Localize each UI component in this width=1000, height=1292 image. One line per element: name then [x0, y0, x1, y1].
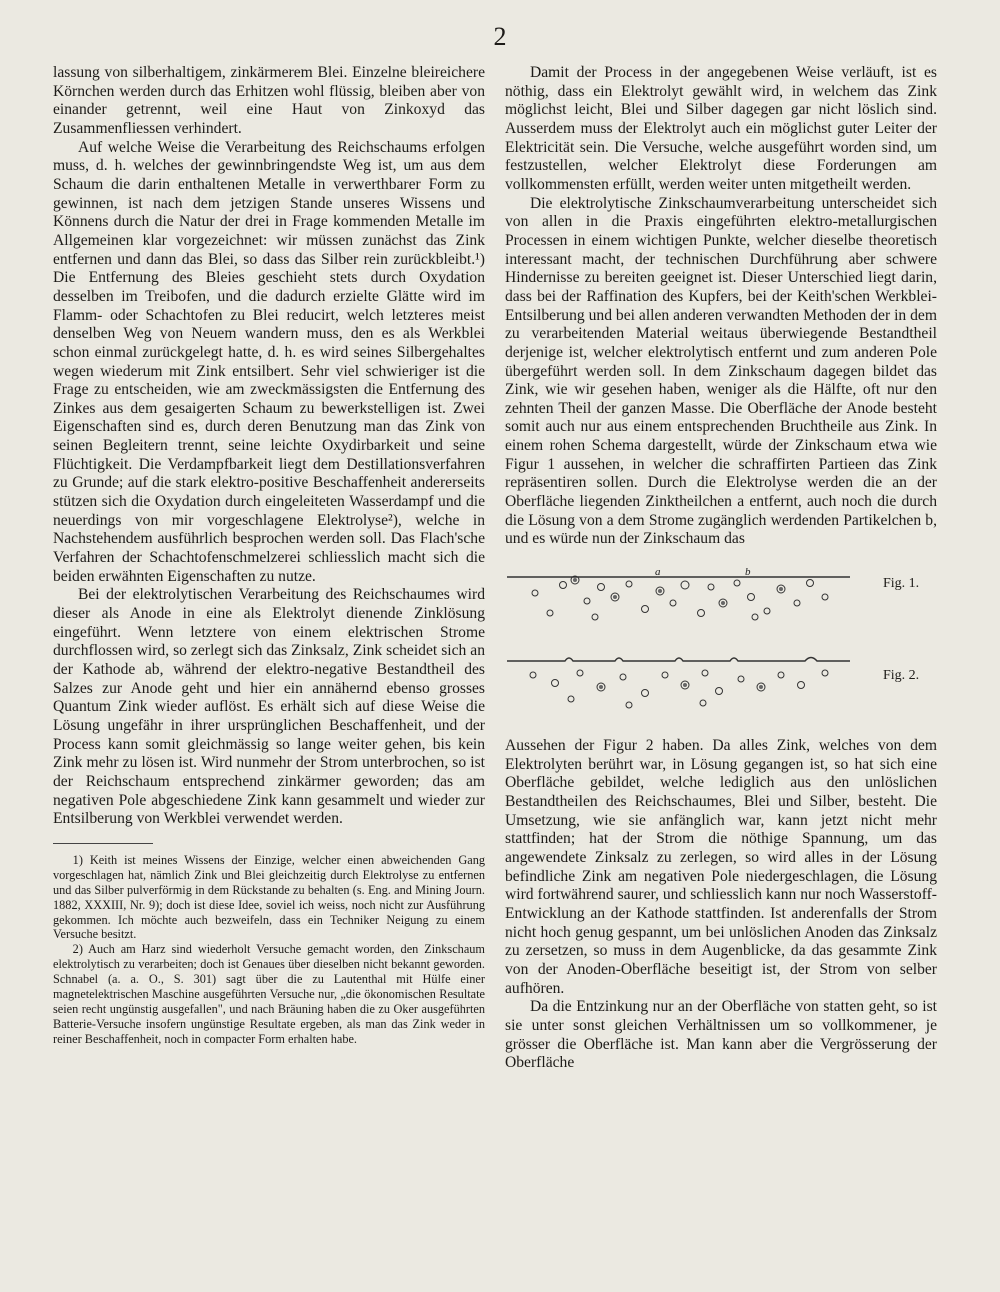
paragraph: Die elektrolytische Zinkschaumverarbeitung unterscheidet sich von allen in die Praxis eingeführten elektro-metallurgischen Processen in einem wichtigen Punkte, welcher dieselbe theoretisch interessant macht, der technischen Durchführung aber schwere Hindernisse zu bereiten geeignet ist. Dieser Unterschied liegt darin, dass bei der Raffination des Kupfers, bei der Keith'schen Werkblei-Entsilberung und bei allen anderen verwandten Methoden der in dem zu verarbeitenden Material weitaus überwiegende Bestandtheil derjenige ist, welcher elektrolytisch entfernt und zum anderen Pole übergeführt werden soll. In dem Zinkschaum dagegen bildet das Zink, wie wir gesehen haben, weniger als die Hälfte, oft nur den zehnten Theil der ganzen Masse. Die Oberfläche der Anode besteht somit auch nur aus einem entsprechenden Bruchtheile aus Zink. In einem rohen Schema dargestellt, würde der Zinkschaum etwa wie Figur 1 aussehen, in welcher die schraffirten Partieen das Zink repräsentiren sollen. Durch die Elektrolyse werden die an der Oberfläche liegenden Zinktheilchen a entfernt, auch noch die durch die Lösung von a dem Strome zugänglich werdenden Partikelchen b, und es würde nun der Zinkschaum das — [505, 194, 937, 548]
fig1-marker-a: a — [655, 566, 661, 579]
left-column — [53, 64, 485, 1047]
fig1-marker-b: b — [745, 566, 751, 579]
page-number: 2 — [493, 22, 507, 51]
paragraph: Auf welche Weise die Verarbeitung des Reichschaums erfolgen muss, d. h. welches der gewinnbringendste Weg ist, um aus dem Schaum die darin enthaltenen Metalle in verwerthbarer Form zu gewinnen, ist nach dem jetzigen Stande unseres Wissens und Könnens durch die Natur der drei in Frage kommenden Metalle im Allgemeinen klar vorgezeichnet: wir müssen zunächst das Zink entfernen und dann das Blei, so dass das Silber rein zurückbleibt.¹) Die Entfernung des Bleies geschieht stets durch Oxydation desselben im Treibofen, und die dadurch erzielte Glätte wird im Flamm- oder Schachtofen zu Blei reducirt, welch letzteres meist denselben Weg von Neuem wandern muss, den es als Werkblei schon einmal zurückgelegt hatte, d. h. es wird seines Silbergehaltes wegen wiederum mit Zink entsilbert. Sehr viel schwieriger ist die Frage zu entscheiden, wie am zweckmässigsten die Entfernung des Zinkes aus dem gesaigerten Schaum zu bewerkstelligen ist. Zwei Eigenschaften sind es, durch deren Benutzung man das Zink von seinen Begleitern trennt, seine leichte Oxydirbarkeit und seine Flüchtigkeit. Die Verdampfbarkeit liegt dem Destillationsverfahren zu Grunde; auf die stark elektro-positive Beschaffenheit andererseits stützen sich die Oxydation durch eingeleiteten Wasserdampf und die neuerdings von mir vorgeschlagene Elektrolyse²), welche in Nachstehendem ausführlich besprochen werden soll. Das Flach'sche Verfahren der Schachtofenschmelzerei schliesslich macht sich die beiden erwähnten Eigenschaften zu nutze. — [53, 138, 485, 585]
paragraph: lassung von silberhaltigem, zinkärmerem Blei. Einzelne bleireichere Körnchen werden durch das Erhitzen wohl flüssig, bleiben aber von einander getrennt, weil eine Haut von Zinkoxyd das Zusammenfliessen verhindert. — [53, 64, 485, 137]
paragraph: Da die Entzinkung nur an der Oberfläche von statten geht, so ist sie unter sonst gleichen Verhältnissen um so vollkommener, je grösser die Oberfläche ist. Man kann aber die Vergrösserung der Oberfläche — [505, 998, 937, 1072]
fig2-label: Fig. 2. — [883, 668, 920, 684]
fig1-label: Fig. 1. — [883, 576, 920, 592]
zinc-foam-schematic — [505, 557, 937, 733]
fig2-particles — [530, 670, 828, 708]
footnote-rule — [53, 843, 153, 844]
paragraph: Aussehen der Figur 2 haben. Da alles Zink, welches von dem Elektrolyten berührt war, in Lösung gegangen ist, so hat sich eine Oberfläche gebildet, welche lediglich aus den unlöslichen Bestandtheilen des Reichschaumes, Blei und Silber, besteht. Die Umsetzung, wie sie anfänglich war, kann jetzt nicht mehr stattfinden; hat der Strom die nöthige Spannung, um das angewendete Zinksalz zu zerlegen, so wird alles in der Lösung befindliche Zink am negativen Pole niedergeschlagen, die Lösung wird fortwährend saurer, und schliesslich kann nur noch Wasserstoff-Entwicklung an der Kathode stattfinden. Ist anderenfalls der Strom nicht hoch genug gespannt, um bei unlöslichen Anoden das Zinksalz zu zersetzen, so muss in dem Augenblicke, da das gesammte Zink von der Anoden-Oberfläche beseitigt ist, der Strom von selber aufhören. — [505, 737, 937, 997]
paragraph: Damit der Process in der angegebenen Weise verläuft, ist es nöthig, dass ein Elektrolyt gewählt wird, in welchem das Zink möglichst leicht, Blei und Silber dagegen gar nicht löslich sind. Ausserdem muss der Elektrolyt auch ein möglichst guter Leiter der Elektricität sein. Die Versuche, welche ausgeführt worden sind, um festzustellen, welcher Elektrolyt diese Forderungen am vollkommensten erfüllt, werden weiter unten mitgetheilt werden. — [505, 64, 937, 193]
figure-block — [505, 557, 937, 733]
footnote: 1) Keith ist meines Wissens der Einzige, welcher einen abweichenden Gang vorgeschlagen hat, nämlich Zink und Blei gleichzeitig durch Elektrolyse zu entfernen und das Silber pulverförmig in dem Rückstande zu behalten (s. Eng. and Mining Journ. 1882, XXXIII, Nr. 9); doch ist diese Idee, soviel ich weiss, noch nicht zur Ausführung gekommen. Ich möchte auch bezweifeln, dass ein Techniker Neigung zu einem Versuche besitzt. — [53, 852, 485, 942]
right-column — [505, 64, 937, 1073]
footnote: 2) Auch am Harz sind wiederholt Versuche gemacht worden, den Zinkschaum elektrolytisch zu verarbeiten; doch ist Genaues über dieselben nicht bekannt geworden. Schnabel (a. a. O., S. 301) sagt über die zu Lautenthal mit Hülfe einer magnetelektrischen Maschine ausgeführten Versuche nur, „die ökonomischen Resultate seien recht ungünstig ausgefallen", und nach Bräuning haben die zu Oker ausgeführten Batterie-Versuche insofern ungünstige Resultate ergeben, als man das Zink weder in reiner Beschaffenheit, noch in compacter Form erhalten habe. — [53, 942, 485, 1046]
footnotes — [53, 843, 485, 1047]
fig2-surface-line — [507, 658, 850, 662]
fig1-particles — [532, 576, 828, 620]
paragraph: Bei der elektrolytischen Verarbeitung des Reichschaumes wird dieser als Anode in eine als Elektrolyt dienende Zinklösung eingeführt. Wenn letztere von einem elektrischen Strome durchflossen wird, so zerlegt sich das Zinksalz, Zink scheidet sich an der Kathode ab, während der elektro-negative Bestandtheil des Salzes zur Anode geht und hier ein annähernd ebenso grosses Quantum Zink wieder auflöst. Es erhält sich auf diese Weise die Lösung ungefähr in ihrer ursprünglichen Beschaffenheit, und der Process kann somit gleichmässig so lange weiter gehen, bis kein Zink mehr zu lösen ist. Wird nunmehr der Strom unterbrochen, so ist der Reichschaum entsprechend zinkärmer geworden; das am negativen Pole abgeschiedene Zink kann gesammelt und wieder zur Entsilberung von Werkblei verwendet werden. — [53, 586, 485, 828]
